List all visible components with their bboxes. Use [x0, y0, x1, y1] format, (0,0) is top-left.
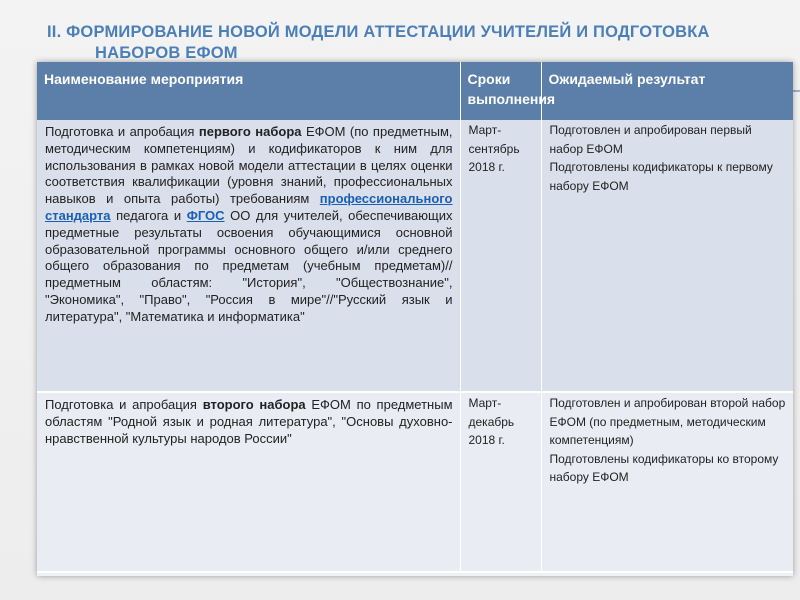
header-result: Ожидаемый результат — [541, 62, 793, 120]
dates-cell: Март-декабрь 2018 г. — [460, 392, 541, 572]
activity-text: ЕФОМ (по предметным, методическим компетенциям) и кодификаторов к ним для использования в рамках новой модели аттестации в целях оценки соответствия квалификации (уровня знаний, профессиональных навыков и опыта работы) требованиям — [45, 124, 453, 207]
table-header-row — [37, 62, 793, 120]
fgos-link[interactable]: ФГОС — [186, 207, 225, 223]
activity-text: ЕФОМ по предметным областям "Родной язык и родная литература", "Основы духовно-нравственной культуры народов России" — [45, 397, 453, 446]
table-row — [37, 392, 793, 572]
activity-cell — [37, 120, 460, 392]
professional-standard-link[interactable]: профессионального стандарта — [45, 191, 453, 223]
page-title — [47, 22, 767, 64]
activity-cell — [37, 392, 460, 572]
result-cell — [541, 392, 793, 572]
activity-bold-text: второго набора — [202, 397, 306, 412]
result-cell — [541, 120, 793, 392]
result-item: Подготовлены кодификаторы к первому набору ЕФОМ — [549, 160, 773, 193]
activity-bold-text: первого набора — [198, 124, 302, 139]
activities-table — [37, 62, 793, 576]
activity-text: Подготовка и апробация — [45, 124, 199, 139]
activity-text: ОО для учителей, обеспечивающих предметные результаты освоения обучающимися основной образовательной программы основного общего и/или среднего общего образования по предметам (учебным предметам)//предметным областям: "История", "Обществознание", "Экономика", "Право", "Россия в мире"//"Русский язык и литература", "Математика и информатика" — [45, 207, 453, 324]
result-item: Подготовлен и апробирован второй набор ЕФОМ (по предметным, методическим компетенциям) — [549, 396, 786, 447]
page-title-line1: II. ФОРМИРОВАНИЕ НОВОЙ МОДЕЛИ АТТЕСТАЦИИ УЧИТЕЛЕЙ И ПОДГОТОВКА — [47, 23, 710, 41]
table-row — [37, 120, 793, 392]
header-activity: Наименование мероприятия — [37, 62, 460, 120]
activity-text: Подготовка и апробация — [45, 397, 203, 412]
header-dates: Сроки выполнения — [460, 62, 541, 120]
result-item: Подготовлены кодификаторы ко второму набору ЕФОМ — [549, 451, 779, 484]
result-item: Подготовлен и апробирован первый набор ЕФОМ — [549, 123, 752, 156]
dates-cell: Март-сентябрь 2018 г. — [460, 120, 541, 392]
activity-text: педагога и — [110, 207, 187, 223]
page-title-line2: НАБОРОВ ЕФОМ — [95, 44, 238, 62]
